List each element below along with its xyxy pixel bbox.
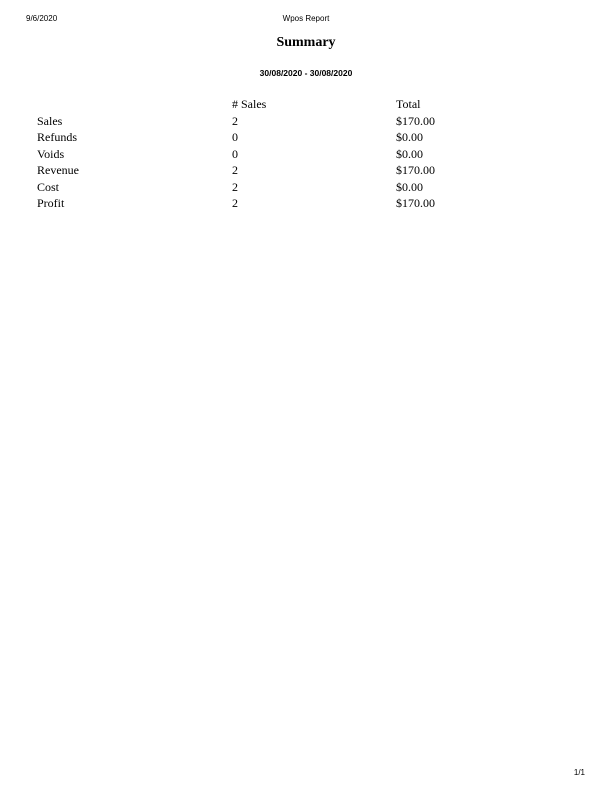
row-total: $170.00 bbox=[396, 196, 435, 210]
row-count: 2 bbox=[232, 163, 238, 177]
row-total: $170.00 bbox=[396, 163, 435, 177]
date-range: 30/08/2020 - 30/08/2020 bbox=[259, 68, 353, 78]
print-date: 9/6/2020 bbox=[26, 14, 58, 23]
row-count: 0 bbox=[232, 130, 238, 144]
row-total: $0.00 bbox=[396, 180, 423, 194]
report-title: Summary bbox=[276, 35, 336, 50]
row-count: 2 bbox=[232, 180, 238, 194]
row-count: 2 bbox=[232, 196, 238, 210]
row-label: Voids bbox=[37, 147, 65, 161]
column-header-sales-count: # Sales bbox=[232, 97, 267, 111]
print-header-title: Wpos Report bbox=[282, 14, 330, 23]
page-number: 1/1 bbox=[573, 768, 585, 777]
row-total: $0.00 bbox=[396, 147, 423, 161]
row-label: Revenue bbox=[37, 163, 79, 177]
row-label: Profit bbox=[37, 196, 65, 210]
row-total: $0.00 bbox=[396, 130, 423, 144]
row-count: 2 bbox=[232, 114, 238, 128]
column-header-total: Total bbox=[396, 97, 421, 111]
row-label: Refunds bbox=[37, 130, 77, 144]
row-label: Cost bbox=[37, 180, 60, 194]
row-count: 0 bbox=[232, 147, 238, 161]
row-total: $170.00 bbox=[396, 114, 435, 128]
row-label: Sales bbox=[37, 114, 63, 128]
